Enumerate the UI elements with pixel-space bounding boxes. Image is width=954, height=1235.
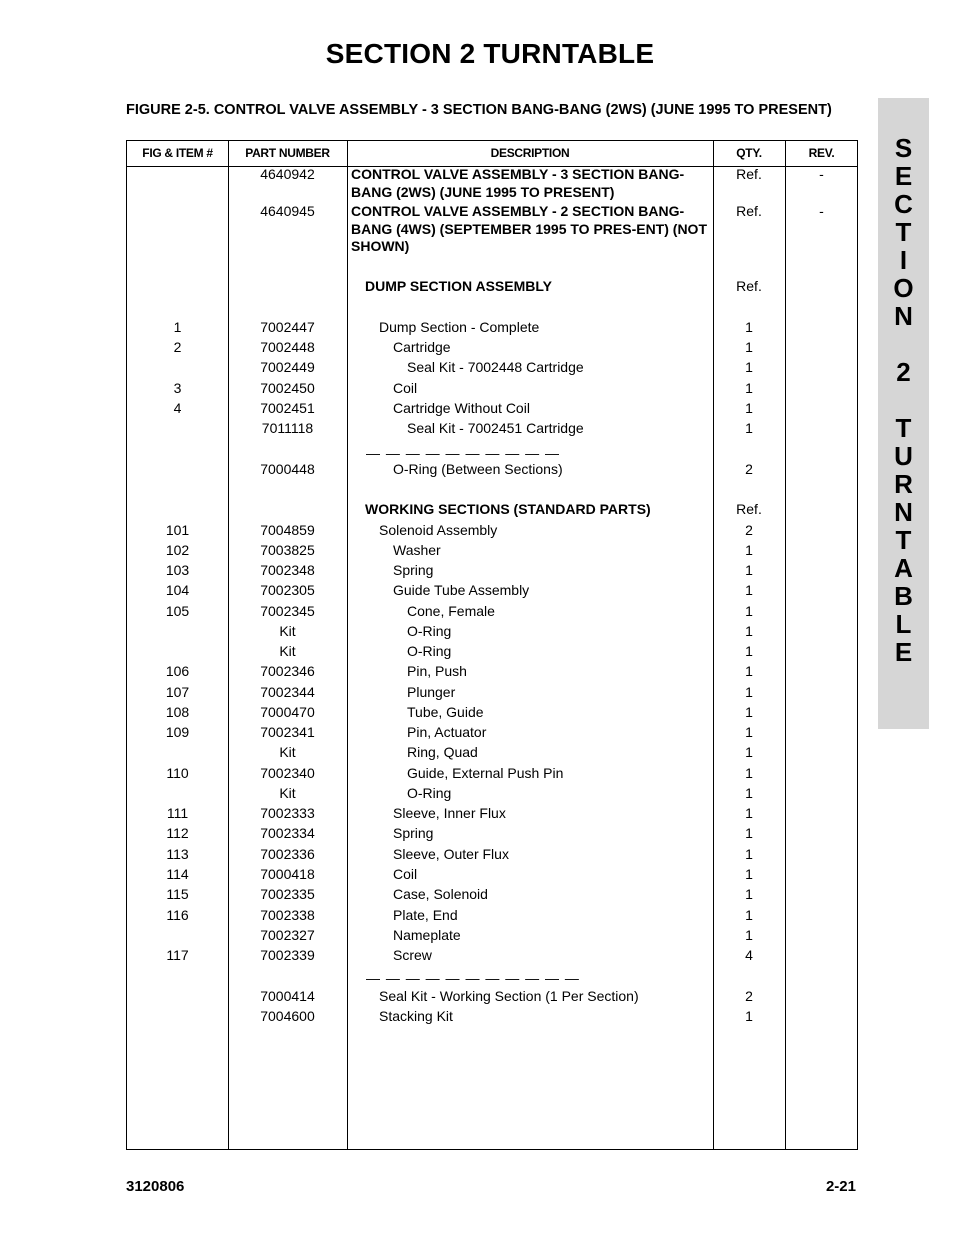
cell-description: Spring [393, 825, 434, 841]
side-tab-char: B [894, 581, 913, 611]
document-number: 3120806 [126, 1178, 185, 1195]
side-tab-char: I [899, 245, 908, 275]
header-fig-item: FIG & ITEM # [142, 146, 213, 160]
cell-description: Spring [393, 562, 434, 578]
cell-description: Seal Kit - 7002448 Cartridge [407, 359, 584, 375]
cell-qty: Ref. [736, 203, 762, 219]
cell-fig-item: 112 [166, 825, 189, 841]
side-tab-char: S [894, 133, 913, 163]
cell-qty: 1 [745, 684, 753, 700]
cell-qty: 2 [745, 988, 753, 1004]
cell-qty: 1 [745, 1008, 753, 1024]
cell-qty: 1 [745, 805, 753, 821]
cell-fig-item: 102 [165, 542, 190, 558]
parts-table [126, 140, 858, 1150]
cell-description: Guide, External Push Pin [407, 765, 564, 781]
cell-fig-item: 1 [173, 319, 182, 335]
cell-qty: 1 [745, 785, 753, 801]
cell-fig-item: 117 [166, 947, 189, 963]
cell-qty: 2 [745, 522, 753, 538]
cell-part-number: 7002339 [260, 947, 315, 963]
cell-description: Ring, Quad [407, 744, 478, 760]
cell-description: Plate, End [393, 907, 458, 923]
cell-part-number: 7011118 [261, 420, 314, 436]
cell-fig-item: 116 [166, 907, 189, 923]
cell-fig-item: 105 [165, 603, 190, 619]
cell-part-number: 7000470 [260, 704, 315, 720]
cell-rev: - [819, 166, 824, 182]
header-description: DESCRIPTION [490, 146, 570, 160]
cell-description: Guide Tube Assembly [393, 582, 530, 598]
cell-qty: 1 [745, 582, 753, 598]
page-title: SECTION 2 TURNTABLE [325, 38, 655, 69]
cell-part-number: 7002448 [260, 339, 315, 355]
cell-fig-item: 113 [166, 846, 189, 862]
cell-qty: 1 [745, 603, 753, 619]
cell-qty: 1 [745, 623, 753, 639]
cell-description: Cone, Female [407, 603, 495, 619]
cell-description: Pin, Push [407, 663, 467, 679]
cell-part-number: 7002334 [260, 825, 315, 841]
cell-qty: 1 [745, 704, 753, 720]
cell-description: Case, Solenoid [393, 886, 488, 902]
cell-description: Seal Kit - Working Section (1 Per Section) [379, 988, 639, 1004]
cell-description: Stacking Kit [379, 1008, 453, 1024]
cell-fig-item: 115 [166, 886, 189, 902]
cell-description: Screw [393, 947, 432, 963]
cell-part-number: 7000448 [260, 461, 315, 477]
cell-part-number: 7000418 [260, 866, 315, 882]
cell-description: O-Ring [407, 623, 452, 639]
cell-qty: 1 [745, 542, 753, 558]
cell-rev: - [819, 203, 824, 219]
cell-qty: 1 [745, 765, 753, 781]
side-tab-char: C [894, 189, 913, 219]
cell-description: O-Ring [407, 785, 452, 801]
separator-dashes: — — — — — — — — — — [366, 445, 561, 461]
cell-part-number: 7002344 [260, 684, 315, 700]
cell-fig-item: 2 [173, 339, 182, 355]
cell-part-number: 7002333 [260, 805, 315, 821]
column-divider [347, 141, 348, 1149]
cell-qty: 1 [745, 643, 753, 659]
cell-fig-item: 101 [165, 522, 190, 538]
cell-qty: 1 [745, 825, 753, 841]
cell-part-number: 7002340 [260, 765, 315, 781]
cell-qty: 4 [745, 947, 753, 963]
cell-qty: 2 [745, 461, 753, 477]
cell-qty: 1 [745, 420, 753, 436]
cell-part-number: 7004600 [260, 1008, 315, 1024]
cell-part-number: 7004859 [260, 522, 315, 538]
cell-description: Washer [393, 542, 441, 558]
cell-qty: 1 [745, 663, 753, 679]
figure-title: FIGURE 2-5. CONTROL VALVE ASSEMBLY - 3 SECTION BANG-BANG (2WS) (JUNE 1995 TO PRESENT) [126, 102, 832, 118]
cell-qty: 1 [745, 866, 753, 882]
separator-dashes: — — — — — — — — — — — [366, 970, 580, 986]
cell-qty: 1 [745, 359, 753, 375]
side-tab-char: L [895, 609, 912, 639]
side-tab-char: N [894, 301, 913, 331]
cell-part-number: 7002335 [260, 886, 315, 902]
side-tab-char: U [894, 441, 913, 471]
cell-part-number: 7002348 [260, 562, 315, 578]
side-tab-char: A [894, 553, 913, 583]
cell-description: Cartridge Without Coil [393, 400, 530, 416]
cell-part-number: 7002450 [260, 380, 315, 396]
cell-fig-item: 4 [173, 400, 182, 416]
cell-description: Sleeve, Inner Flux [393, 805, 506, 821]
section-side-tab [878, 98, 929, 729]
page-number: 2-21 [825, 1178, 856, 1195]
cell-part-number: 7002447 [260, 319, 315, 335]
cell-part-number: 7002451 [260, 400, 315, 416]
cell-fig-item: 104 [165, 582, 190, 598]
cell-part-number: Kit [279, 623, 296, 639]
cell-description: Solenoid Assembly [379, 522, 498, 538]
cell-description: Tube, Guide [407, 704, 484, 720]
cell-part-number: Kit [279, 643, 296, 659]
cell-fig-item: 107 [165, 684, 190, 700]
cell-part-number: 7002338 [260, 907, 315, 923]
side-tab-char: T [895, 525, 912, 555]
cell-description: Seal Kit - 7002451 Cartridge [407, 420, 584, 436]
cell-fig-item: 110 [166, 765, 189, 781]
cell-qty: 1 [745, 846, 753, 862]
cell-description: Dump Section - Complete [379, 319, 540, 335]
cell-part-number: 4640945 [260, 203, 315, 219]
cell-description: Sleeve, Outer Flux [393, 846, 509, 862]
header-rev: REV. [808, 146, 835, 160]
side-tab-char: O [893, 273, 914, 303]
cell-part-number: 7002336 [260, 846, 315, 862]
cell-part-number: 7002345 [260, 603, 315, 619]
cell-part-number: 7002346 [260, 663, 315, 679]
cell-part-number: Kit [279, 744, 296, 760]
cell-description: WORKING SECTIONS (STANDARD PARTS) [365, 501, 651, 517]
cell-fig-item: 3 [173, 380, 182, 396]
side-tab-char: 2 [896, 357, 911, 387]
cell-fig-item: 108 [165, 704, 190, 720]
cell-part-number: 4640942 [260, 166, 315, 182]
cell-qty: Ref. [736, 166, 762, 182]
cell-fig-item: 114 [166, 866, 189, 882]
cell-part-number: 7003825 [260, 542, 315, 558]
header-qty: QTY. [736, 146, 762, 160]
cell-part-number: 7002305 [260, 582, 315, 598]
cell-qty: Ref. [736, 501, 762, 517]
cell-qty: 1 [745, 319, 753, 335]
column-divider [785, 141, 786, 1149]
cell-qty: 1 [745, 927, 753, 943]
side-tab-char: N [894, 497, 913, 527]
cell-description: Coil [393, 866, 418, 882]
cell-qty: 1 [745, 400, 753, 416]
side-tab-char: R [894, 469, 913, 499]
side-tab-char: E [894, 161, 913, 191]
cell-description: Cartridge [393, 339, 451, 355]
cell-fig-item: 109 [165, 724, 190, 740]
cell-qty: 1 [745, 380, 753, 396]
cell-description: Nameplate [393, 927, 461, 943]
cell-description: Coil [393, 380, 418, 396]
cell-part-number: 7002327 [260, 927, 315, 943]
cell-qty: Ref. [736, 278, 762, 294]
cell-qty: 1 [745, 339, 753, 355]
cell-part-number: Kit [279, 785, 296, 801]
cell-qty: 1 [745, 724, 753, 740]
cell-description: Pin, Actuator [407, 724, 487, 740]
side-tab-char: T [895, 413, 912, 443]
cell-fig-item: 111 [166, 805, 189, 821]
side-tab-char: E [894, 637, 913, 667]
cell-part-number: 7002341 [260, 724, 315, 740]
cell-qty: 1 [745, 744, 753, 760]
cell-description: O-Ring [407, 643, 452, 659]
cell-fig-item: 103 [165, 562, 190, 578]
cell-part-number: 7000414 [260, 988, 315, 1004]
cell-description: DUMP SECTION ASSEMBLY [365, 278, 552, 294]
cell-fig-item: 106 [165, 663, 190, 679]
header-part-number: PART NUMBER [245, 146, 330, 160]
side-tab-char: T [895, 217, 912, 247]
cell-part-number: 7002449 [260, 359, 315, 375]
cell-qty: 1 [745, 886, 753, 902]
cell-description: O-Ring (Between Sections) [393, 461, 563, 477]
cell-description: Plunger [407, 684, 456, 700]
cell-description: CONTROL VALVE ASSEMBLY - 2 SECTION BANG-BANG (4WS) (SEPTEMBER 1995 TO PRES-ENT) (NOT SHOWN) [351, 203, 708, 254]
cell-qty: 1 [745, 562, 753, 578]
cell-qty: 1 [745, 907, 753, 923]
cell-description: CONTROL VALVE ASSEMBLY - 3 SECTION BANG-BANG (2WS) (JUNE 1995 TO PRESENT) [351, 166, 685, 200]
